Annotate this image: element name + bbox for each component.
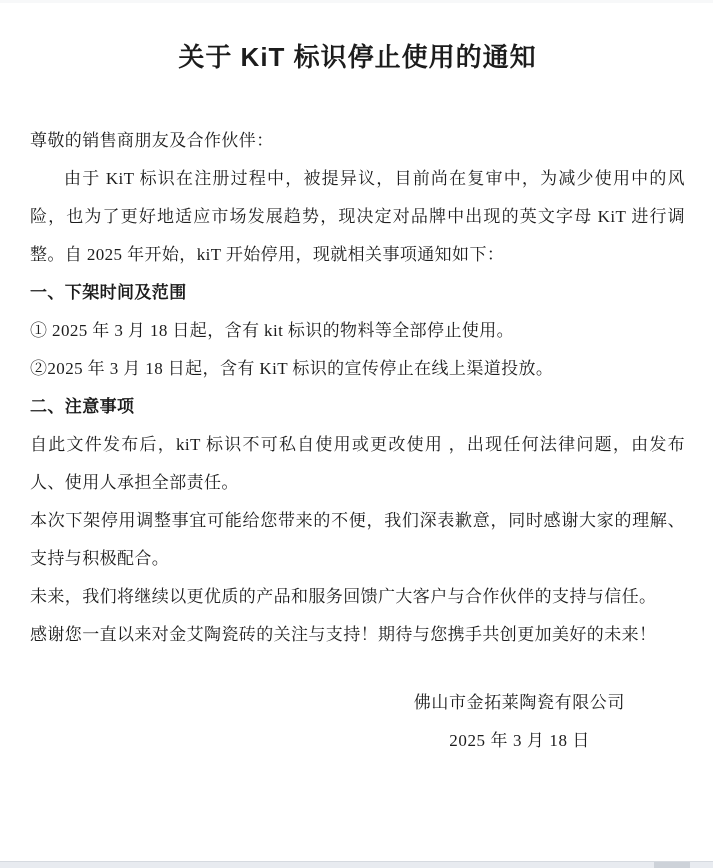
scrollbar-thumb[interactable] bbox=[654, 862, 690, 868]
section-1-heading: 一、下架时间及范围 bbox=[30, 283, 187, 302]
section-2-heading: 二、注意事项 bbox=[30, 397, 135, 416]
intro-paragraph: 由于 KiT 标识在注册过程中，被提异议，目前尚在复审中，为减少使用中的风险，也为了更好地适应市场发展趋势，现决定对品牌中出现的英文字母 KiT 进行调整。自 2025 年开始，kiT 开始停用，现就相关事项通知如下： bbox=[30, 169, 685, 264]
section-2-paragraph-2: 本次下架停用调整事宜可能给您带来的不便，我们深表歉意，同时感谢大家的理解、支持与积极配合。 bbox=[30, 511, 685, 568]
signature-block bbox=[30, 684, 685, 760]
section-2-paragraph-4: 感谢您一直以来对金艾陶瓷砖的关注与支持！期待与您携手共创更加美好的未来！ bbox=[30, 625, 657, 644]
greeting-line: 尊敬的销售商朋友及合作伙伴： bbox=[30, 131, 274, 150]
section-2-paragraph-3: 未来，我们将继续以更优质的产品和服务回馈广大客户与合作伙伴的支持与信任。 bbox=[30, 587, 657, 606]
section-1-item-1: ① 2025 年 3 月 18 日起，含有 kit 标识的物料等全部停止使用。 bbox=[30, 321, 515, 340]
section-1-item-2: ②2025 年 3 月 18 日起，含有 KiT 标识的宣传停止在线上渠道投放。 bbox=[30, 359, 554, 378]
horizontal-scrollbar[interactable] bbox=[0, 861, 713, 868]
signature-company: 佛山市金拓莱陶瓷有限公司 bbox=[413, 693, 625, 712]
section-2-paragraph-1: 自此文件发布后，kiT 标识不可私自使用或更改使用 ，出现任何法律问题，由发布人、使用人承担全部责任。 bbox=[30, 435, 685, 492]
signature-date: 2025 年 3 月 18 日 bbox=[449, 731, 590, 750]
document-title: 关于 KiT 标识停止使用的通知 bbox=[178, 42, 537, 72]
